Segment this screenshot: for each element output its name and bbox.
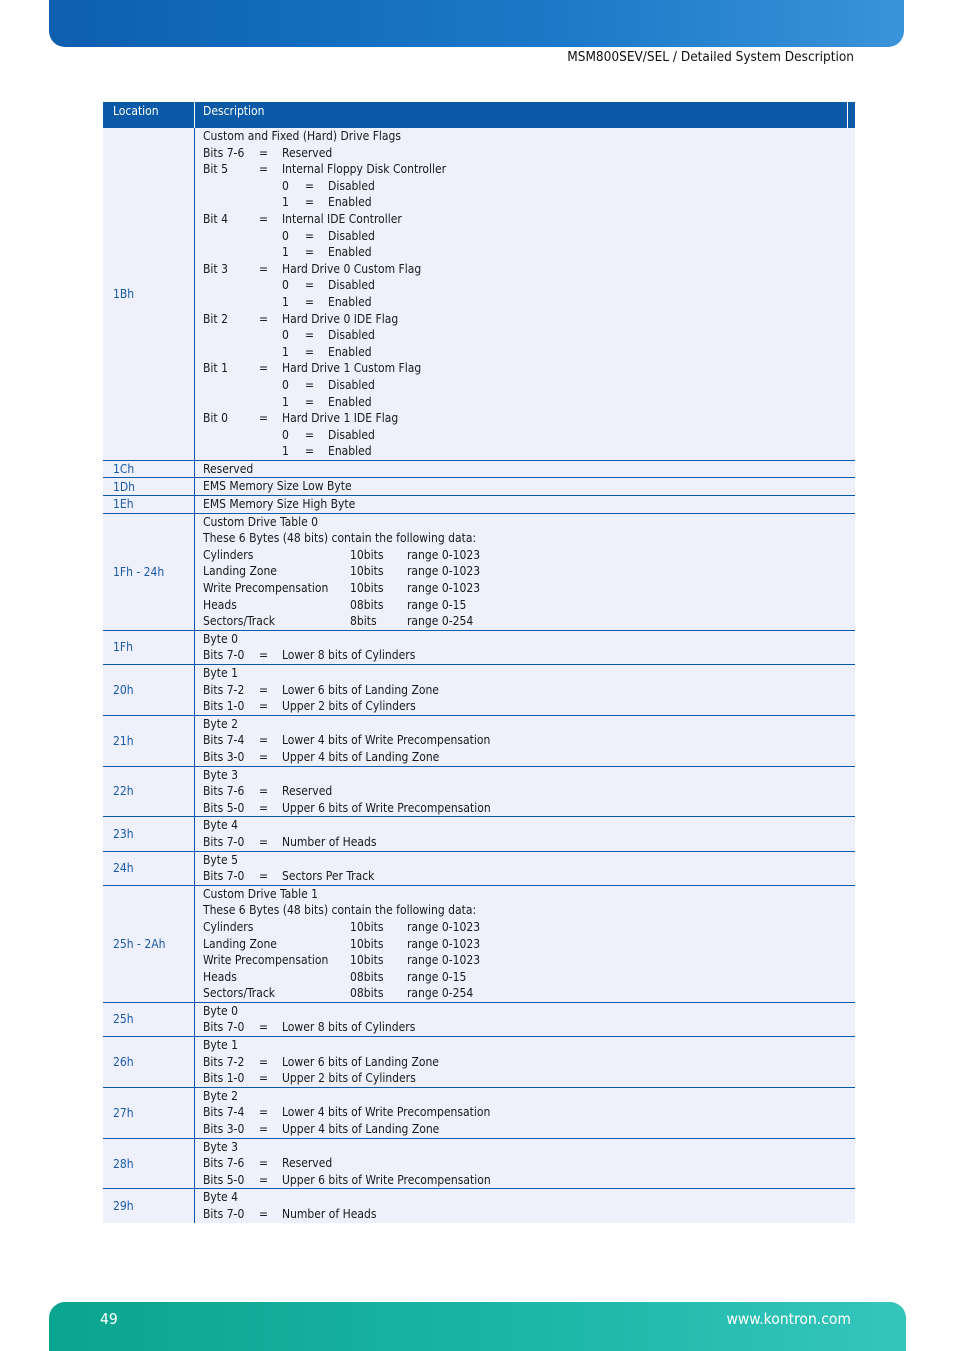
description-line [203,665,855,682]
description-text: = [259,869,269,884]
description-text: Write Precompensation [203,581,329,596]
description-line [203,161,855,178]
description-text: Disabled [328,178,375,193]
description-cell [195,478,855,495]
description-text: 10bits [350,919,384,934]
description-text: 0 [282,328,289,343]
description-text: Sectors/Track [203,986,276,1001]
description-text: = [259,800,269,815]
description-line [203,530,855,547]
description-line [203,294,855,311]
description-text: Bits 5-0 [203,800,245,815]
description-line [203,817,855,834]
description-text: = [259,1054,269,1069]
description-text: = [305,278,315,293]
table-row [103,1139,855,1190]
description-text: range 0-1023 [407,581,481,596]
description-text: = [305,344,315,359]
table-row [103,817,855,851]
description-text: Bits 7-6 [203,784,245,799]
description-cell [195,514,855,630]
description-text: Byte 3 [203,767,238,782]
description-text: range 0-254 [407,986,474,1001]
description-text: = [305,195,315,210]
description-text: Bit 1 [203,361,228,376]
register-table [103,102,855,1223]
location-cell: 29h [103,1189,195,1222]
description-text: Heads [203,597,237,612]
description-cell [195,767,855,817]
description-line [203,985,855,1002]
description-text: Byte 4 [203,1190,238,1205]
description-text: Hard Drive 0 Custom Flag [282,261,422,276]
column-header-location: Location [103,102,195,128]
description-line [203,1037,855,1054]
description-text: 10bits [350,547,384,562]
description-line [203,1054,855,1071]
location-cell: 26h [103,1037,195,1087]
description-text: Bits 7-6 [203,1156,245,1171]
description-text: = [259,834,269,849]
description-text: = [259,211,269,226]
description-line [203,1121,855,1138]
description-text: = [259,411,269,426]
description-text: Custom and Fixed (Hard) Drive Flags [203,129,401,143]
description-cell [195,852,855,885]
description-line [203,547,855,564]
description-text: Bits 7-4 [203,1105,245,1120]
table-row [103,716,855,767]
description-text: Landing Zone [203,936,277,951]
description-line [203,228,855,245]
description-line [203,682,855,699]
description-text: Lower 8 bits of Cylinders [282,648,416,663]
description-text: 10bits [350,953,384,968]
description-text: = [305,427,315,442]
description-text: These 6 Bytes (48 bits) contain the following data: [203,903,477,918]
description-text: Write Precompensation [203,953,329,968]
description-text: Enabled [328,195,372,210]
website-link[interactable]: www.kontron.com [726,1310,851,1328]
description-text: range 0-1023 [407,919,481,934]
table-row [103,665,855,716]
description-text: Hard Drive 1 IDE Flag [282,411,399,426]
description-line [203,698,855,715]
description-text: = [259,261,269,276]
description-cell [195,128,855,460]
description-line [203,377,855,394]
description-line [203,886,855,903]
table-row [103,478,855,496]
table-body [103,128,855,1223]
description-text: Upper 2 bits of Cylinders [282,1071,416,1086]
description-line [203,783,855,800]
description-line [203,1104,855,1121]
description-text: Landing Zone [203,564,277,579]
description-cell [195,1189,855,1222]
location-cell: 25h - 2Ah [103,886,195,1002]
description-text: Reserved [282,784,333,799]
page-header-title: MSM800SEV/SEL / Detailed System Description [567,49,854,65]
description-text: Heads [203,969,237,984]
description-text: EMS Memory Size Low Byte [203,479,352,494]
table-row [103,852,855,886]
description-text: Bit 5 [203,162,228,177]
description-line [203,936,855,953]
description-text: Custom Drive Table 1 [203,886,319,901]
description-text: = [259,311,269,326]
description-line [203,244,855,261]
description-line [203,800,855,817]
description-line [203,394,855,411]
description-line [203,732,855,749]
table-row [103,496,855,514]
description-text: = [259,1071,269,1086]
description-text: = [259,1105,269,1120]
description-text: Upper 6 bits of Write Precompensation [282,1172,491,1187]
description-cell [195,496,855,513]
description-line [203,514,855,531]
description-text: 08bits [350,986,384,1001]
description-text: Sectors Per Track [282,869,375,884]
description-text: 1 [282,344,289,359]
description-text: Disabled [328,328,375,343]
description-text: Disabled [328,278,375,293]
table-header [103,102,855,128]
location-cell: 1Bh [103,128,195,460]
description-text: Custom Drive Table 0 [203,514,319,529]
location-cell: 23h [103,817,195,850]
description-text: Hard Drive 0 IDE Flag [282,311,399,326]
description-text: Lower 6 bits of Landing Zone [282,682,439,697]
description-line [203,580,855,597]
description-text: = [259,749,269,764]
description-cell [195,461,855,478]
description-text: = [259,648,269,663]
description-line [203,261,855,278]
table-row [103,631,855,665]
description-text: Byte 1 [203,666,238,680]
description-text: 10bits [350,581,384,596]
location-cell: 1Eh [103,496,195,513]
description-line [203,952,855,969]
description-text: = [259,145,269,160]
description-text: = [259,162,269,177]
description-text: Bits 3-0 [203,749,245,764]
table-row [103,886,855,1003]
description-text: = [259,699,269,714]
description-text: Lower 8 bits of Cylinders [282,1020,416,1035]
description-text: 08bits [350,969,384,984]
description-text: Lower 4 bits of Write Precompensation [282,733,491,748]
description-text: 1 [282,245,289,260]
description-text: Byte 2 [203,1088,238,1103]
description-line [203,311,855,328]
description-line [203,749,855,766]
description-text: Bits 3-0 [203,1122,245,1137]
description-text: Cylinders [203,919,254,934]
description-line [203,852,855,869]
description-line [203,327,855,344]
description-text: Bits 7-2 [203,1054,245,1069]
description-text: 0 [282,427,289,442]
description-text: Bits 7-6 [203,145,245,160]
table-row [103,767,855,818]
description-line [203,360,855,377]
description-text: Bits 5-0 [203,1172,245,1187]
description-cell [195,1139,855,1189]
description-text: 1 [282,294,289,309]
description-text: range 0-15 [407,597,467,612]
description-text: Bit 2 [203,311,228,326]
description-line [203,647,855,664]
description-text: Reserved [282,1156,333,1171]
description-text: Upper 2 bits of Cylinders [282,699,416,714]
description-line [203,1003,855,1020]
description-text: Bits 7-0 [203,1020,245,1035]
description-text: = [259,1020,269,1035]
description-line [203,1070,855,1087]
description-cell [195,817,855,850]
description-text: Lower 4 bits of Write Precompensation [282,1105,491,1120]
description-line [203,834,855,851]
description-text: Disabled [328,377,375,392]
description-line [203,443,855,460]
description-line [203,1088,855,1105]
description-text: Bits 7-4 [203,733,245,748]
description-text: = [305,245,315,260]
description-cell [195,1003,855,1036]
table-row [103,514,855,631]
description-text: Enabled [328,294,372,309]
description-text: Reserved [203,461,254,476]
description-line [203,128,855,145]
table-row [103,1037,855,1088]
description-text: = [259,361,269,376]
description-text: 1 [282,195,289,210]
description-text: Hard Drive 1 Custom Flag [282,361,422,376]
location-cell: 27h [103,1088,195,1138]
description-text: = [305,328,315,343]
description-text: 10bits [350,564,384,579]
description-text: Bit 3 [203,261,228,276]
description-line [203,767,855,784]
description-text: Bits 7-0 [203,869,245,884]
description-text: Upper 4 bits of Landing Zone [282,749,440,764]
description-text: 1 [282,394,289,409]
description-line [203,868,855,885]
description-line [203,631,855,648]
description-cell [195,665,855,715]
description-text: = [259,1122,269,1137]
description-line [203,563,855,580]
description-line [203,344,855,361]
description-text: = [259,784,269,799]
description-text: Byte 2 [203,716,238,731]
location-cell: 20h [103,665,195,715]
description-text: 8bits [350,614,377,629]
description-text: Bits 7-2 [203,682,245,697]
header-bar [49,0,904,47]
description-line [203,1189,855,1206]
description-text: 08bits [350,597,384,612]
description-text: Bit 0 [203,411,228,426]
description-line [203,478,855,495]
description-text: Upper 6 bits of Write Precompensation [282,800,491,815]
description-text: Enabled [328,344,372,359]
description-text: = [259,733,269,748]
description-text: Cylinders [203,547,254,562]
description-text: = [305,444,315,459]
description-text: 0 [282,178,289,193]
table-row [103,1003,855,1037]
description-text: = [259,1156,269,1171]
description-text: Enabled [328,394,372,409]
description-text: = [259,1207,269,1221]
description-text: range 0-1023 [407,564,481,579]
footer-bar [49,1302,906,1351]
description-text: range 0-1023 [407,953,481,968]
table-row [103,1189,855,1222]
table-row [103,128,855,461]
description-text: Enabled [328,444,372,459]
description-text: Sectors/Track [203,614,276,629]
description-line [203,194,855,211]
description-line [203,277,855,294]
description-text: Enabled [328,245,372,260]
description-line [203,461,855,478]
description-text: Byte 5 [203,852,238,867]
description-line [203,597,855,614]
description-text: Byte 0 [203,1003,238,1018]
description-text: 0 [282,377,289,392]
description-line [203,1139,855,1156]
location-cell: 24h [103,852,195,885]
location-cell: 25h [103,1003,195,1036]
table-row [103,1088,855,1139]
location-cell: 1Fh - 24h [103,514,195,630]
description-text: Bit 4 [203,211,228,226]
description-text: range 0-15 [407,969,467,984]
description-line [203,969,855,986]
description-text: 0 [282,278,289,293]
description-text: Internal Floppy Disk Controller [282,162,447,177]
description-line [203,145,855,162]
description-text: Byte 3 [203,1139,238,1154]
description-line [203,410,855,427]
description-line [203,1019,855,1036]
description-line [203,1206,855,1223]
description-text: Internal IDE Controller [282,211,402,226]
description-text: = [305,178,315,193]
description-text: Byte 0 [203,631,238,646]
description-text: range 0-1023 [407,547,481,562]
description-line [203,1172,855,1189]
description-text: = [305,228,315,243]
description-text: = [305,377,315,392]
description-line [203,716,855,733]
description-text: range 0-254 [407,614,474,629]
location-cell: 21h [103,716,195,766]
description-line [203,496,855,513]
description-text: 10bits [350,936,384,951]
description-cell [195,886,855,1002]
location-cell: 28h [103,1139,195,1189]
description-cell [195,1088,855,1138]
description-text: 1 [282,444,289,459]
description-text: Number of Heads [282,834,377,849]
description-text: Bits 1-0 [203,1071,245,1086]
description-text: Reserved [282,145,333,160]
description-cell [195,1037,855,1087]
description-line [203,1155,855,1172]
description-text: Disabled [328,228,375,243]
description-text: = [259,682,269,697]
description-cell [195,631,855,664]
description-text: EMS Memory Size High Byte [203,497,356,512]
description-text: Bits 7-0 [203,834,245,849]
description-line [203,211,855,228]
description-text: Byte 1 [203,1038,238,1053]
location-cell: 1Fh [103,631,195,664]
description-line [203,427,855,444]
description-text: Byte 4 [203,818,238,833]
location-cell: 1Dh [103,478,195,495]
description-text: = [259,1172,269,1187]
description-text: Upper 4 bits of Landing Zone [282,1122,440,1137]
page-number: 49 [100,1310,118,1328]
description-text: Number of Heads [282,1207,377,1221]
description-text: Bits 7-0 [203,648,245,663]
description-cell [195,716,855,766]
table-row [103,461,855,479]
description-line [203,919,855,936]
description-text: Bits 1-0 [203,699,245,714]
description-text: Bits 7-0 [203,1207,245,1221]
description-text: These 6 Bytes (48 bits) contain the following data: [203,531,477,546]
location-cell: 22h [103,767,195,817]
description-text: = [305,294,315,309]
description-text: Disabled [328,427,375,442]
description-line [203,178,855,195]
column-header-description: Description [195,102,848,128]
description-text: range 0-1023 [407,936,481,951]
description-text: 0 [282,228,289,243]
location-cell: 1Ch [103,461,195,478]
description-line [203,902,855,919]
description-text: = [305,394,315,409]
description-text: Lower 6 bits of Landing Zone [282,1054,439,1069]
description-line [203,613,855,630]
